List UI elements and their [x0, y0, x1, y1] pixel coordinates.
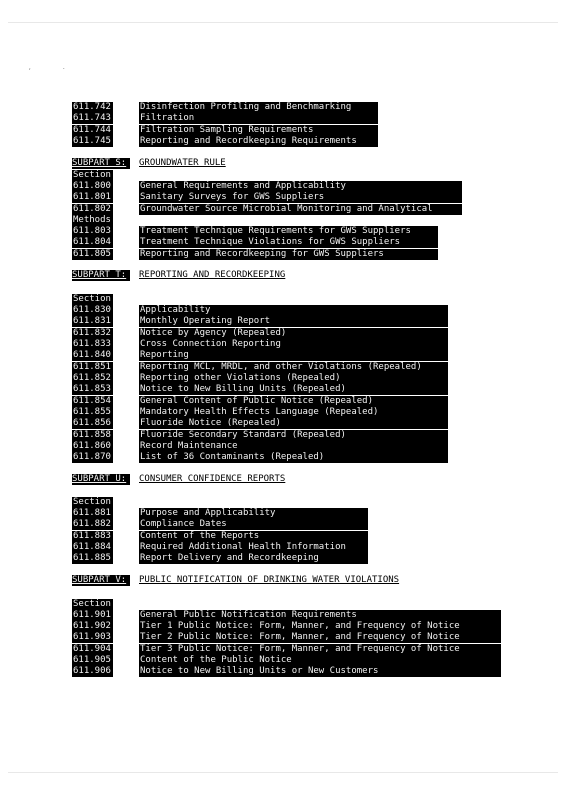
section-number: 611.805: [72, 249, 113, 260]
subpart-label: SUBPART V:: [72, 575, 130, 586]
page-bottom-rule: [8, 772, 558, 773]
section-number: 611.840: [72, 350, 113, 361]
section-title: Reporting: [139, 350, 448, 361]
subpart-name: CONSUMER CONFIDENCE REPORTS: [139, 474, 286, 484]
section-title: Treatment Technique Requirements for GWS Suppliers: [139, 226, 438, 237]
section-title: Filtration Sampling Requirements: [139, 125, 378, 136]
section-title: Report Delivery and Recordkeeping: [139, 553, 368, 564]
section-number: 611.742: [72, 102, 113, 113]
section-number: 611.905: [72, 655, 113, 666]
section-title: Fluoride Secondary Standard (Repealed): [139, 430, 448, 441]
section-header-label: Section: [72, 599, 113, 610]
subpart-label: SUBPART T:: [72, 270, 130, 281]
section-title: Applicability: [139, 305, 448, 316]
section-number: 611.883: [72, 531, 113, 542]
section-number: 611.856: [72, 418, 113, 429]
section-number: 611.906: [72, 666, 113, 677]
subpart-name: REPORTING AND RECORDKEEPING: [139, 270, 286, 280]
section-title: Tier 2 Public Notice: Form, Manner, and Frequency of Notice: [139, 632, 501, 643]
section-number: 611.858: [72, 430, 113, 441]
section-title: Reporting other Violations (Repealed): [139, 373, 448, 384]
section-title: Tier 3 Public Notice: Form, Manner, and Frequency of Notice: [139, 644, 501, 655]
stray-mark: ,: [28, 64, 32, 71]
section-number: 611.745: [72, 136, 113, 147]
section-title: General Content of Public Notice (Repealed): [139, 396, 448, 407]
section-title: Content of the Reports: [139, 531, 368, 542]
section-number: 611.855: [72, 407, 113, 418]
section-number: 611.803: [72, 226, 113, 237]
section-title: Content of the Public Notice: [139, 655, 501, 666]
subpart-name: GROUNDWATER RULE: [139, 158, 226, 168]
subpart-label: SUBPART S:: [72, 158, 130, 169]
section-title: Required Additional Health Information: [139, 542, 368, 553]
section-title: Disinfection Profiling and Benchmarking: [139, 102, 378, 113]
section-title: List of 36 Contaminants (Repealed): [139, 452, 448, 463]
section-title: General Requirements and Applicability: [139, 181, 462, 192]
section-header-label: Section: [72, 497, 113, 508]
section-number: 611.853: [72, 384, 113, 395]
stray-mark: .: [62, 64, 66, 71]
section-title: Notice to New Billing Units (Repealed): [139, 384, 448, 395]
subpart-name: PUBLIC NOTIFICATION OF DRINKING WATER VIOLATIONS: [139, 575, 400, 585]
section-number: 611.885: [72, 553, 113, 564]
section-title: Cross Connection Reporting: [139, 339, 448, 350]
section-number: 611.882: [72, 519, 113, 530]
section-number: 611.852: [72, 373, 113, 384]
section-title: Reporting and Recordkeeping Requirements: [139, 136, 378, 147]
section-number: 611.802: [72, 204, 113, 215]
section-number: 611.901: [72, 610, 113, 621]
section-header-label: Section: [72, 170, 113, 181]
section-number: 611.832: [72, 328, 113, 339]
page-top-rule: [8, 22, 558, 23]
section-title: Mandatory Health Effects Language (Repealed): [139, 407, 448, 418]
section-number: 611.831: [72, 316, 113, 327]
section-number: 611.870: [72, 452, 113, 463]
section-number: 611.801: [72, 192, 113, 203]
section-number: 611.860: [72, 441, 113, 452]
section-title: Sanitary Surveys for GWS Suppliers: [139, 192, 462, 203]
section-number: 611.903: [72, 632, 113, 643]
section-header-label: Methods: [72, 215, 113, 226]
section-title: Reporting and Recordkeeping for GWS Suppliers: [139, 249, 438, 260]
section-number: 611.830: [72, 305, 113, 316]
section-number: 611.881: [72, 508, 113, 519]
section-header-label: Section: [72, 294, 113, 305]
section-title: Filtration: [139, 113, 378, 124]
section-title: Fluoride Notice (Repealed): [139, 418, 448, 429]
section-number: 611.902: [72, 621, 113, 632]
section-title: Compliance Dates: [139, 519, 368, 530]
section-number: 611.851: [72, 362, 113, 373]
section-number: 611.854: [72, 396, 113, 407]
section-number: 611.904: [72, 644, 113, 655]
section-title: Notice to New Billing Units or New Customers: [139, 666, 501, 677]
section-title: Tier 1 Public Notice: Form, Manner, and Frequency of Notice: [139, 621, 501, 632]
section-title: Treatment Technique Violations for GWS Suppliers: [139, 237, 438, 248]
section-title: General Public Notification Requirements: [139, 610, 501, 621]
section-title: Notice by Agency (Repealed): [139, 328, 448, 339]
subpart-label: SUBPART U:: [72, 474, 130, 485]
section-title: Reporting MCL, MRDL, and other Violations (Repealed): [139, 362, 448, 373]
section-number: 611.884: [72, 542, 113, 553]
section-title: Record Maintenance: [139, 441, 448, 452]
section-title: Purpose and Applicability: [139, 508, 368, 519]
section-number: 611.800: [72, 181, 113, 192]
section-number: 611.833: [72, 339, 113, 350]
section-title: Groundwater Source Microbial Monitoring and Analytical: [139, 204, 462, 215]
section-number: 611.743: [72, 113, 113, 124]
section-number: 611.744: [72, 125, 113, 136]
section-title: Monthly Operating Report: [139, 316, 448, 327]
section-number: 611.804: [72, 237, 113, 248]
